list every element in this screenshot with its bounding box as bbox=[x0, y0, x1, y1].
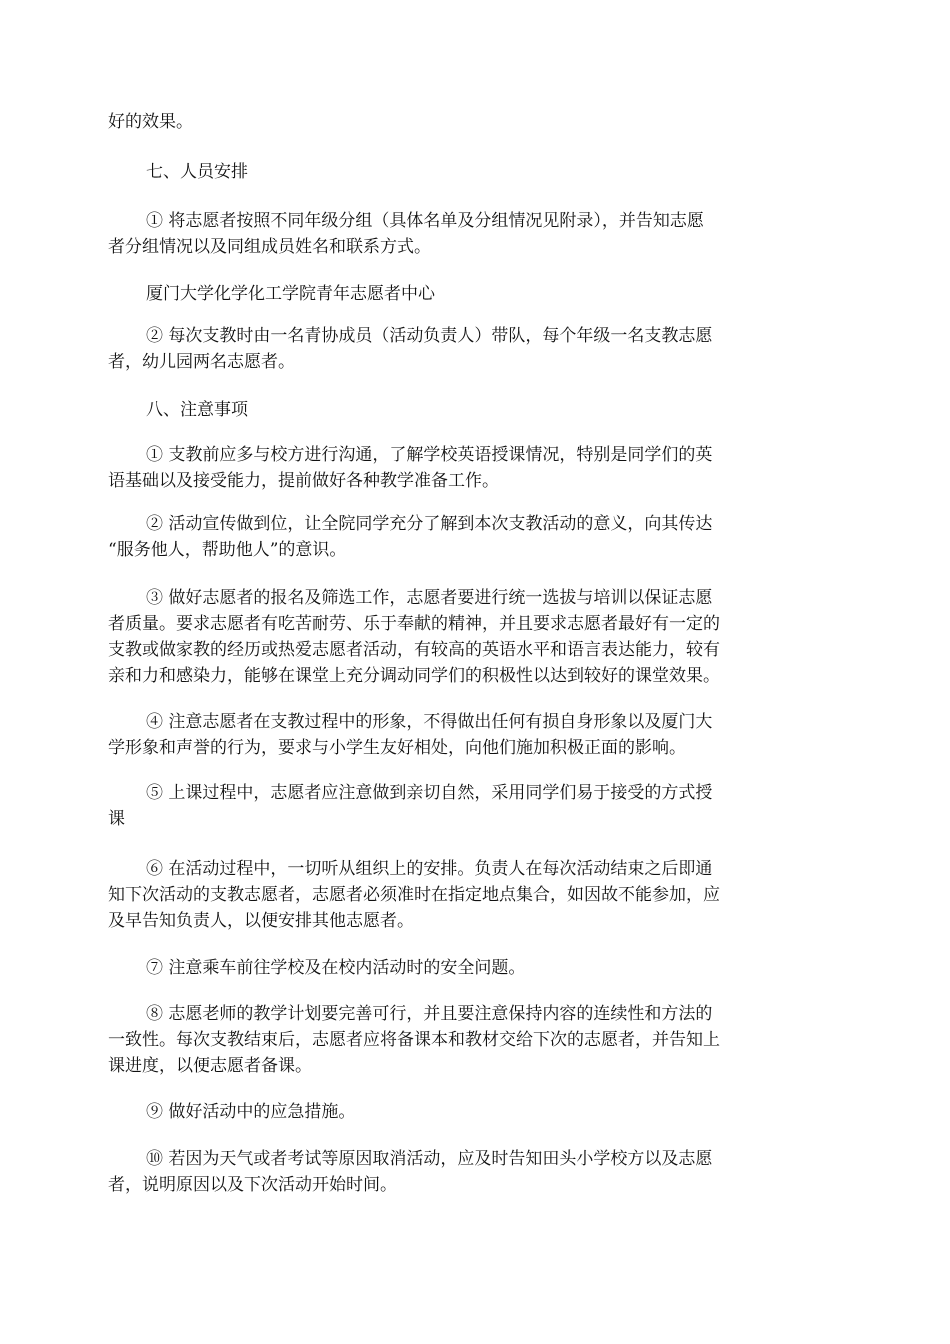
text-line: ③ 做好志愿者的报名及筛选工作，志愿者要进行统一选拔与培训以保证志愿 bbox=[146, 588, 713, 608]
text-line: 学形象和声誉的行为，要求与小学生友好相处，向他们施加积极正面的影响。 bbox=[108, 738, 686, 758]
paragraph-note-3 bbox=[108, 585, 848, 689]
section-heading-personnel bbox=[108, 159, 886, 185]
text-line: ⑩ 若因为天气或者考试等原因取消活动，应及时告知田头小学校方以及志愿 bbox=[146, 1149, 713, 1169]
paragraph-note-2 bbox=[108, 511, 848, 563]
text-line: 者，幼儿园两名志愿者。 bbox=[108, 352, 295, 372]
text-line: ① 将志愿者按照不同年级分组（具体名单及分组情况见附录），并告知志愿 bbox=[146, 211, 704, 231]
text-line: ⑧ 志愿老师的教学计划要完善可行，并且要注意保持内容的连续性和方法的 bbox=[146, 1004, 713, 1024]
paragraph-continuation bbox=[108, 109, 848, 135]
paragraph-item-2 bbox=[108, 323, 848, 375]
heading-text: 八、注意事项 bbox=[146, 400, 248, 420]
text-line: ① 支教前应多与校方进行沟通，了解学校英语授课情况，特别是同学们的英 bbox=[146, 445, 713, 465]
paragraph-note-4 bbox=[108, 709, 848, 761]
text-line: 及早告知负责人，以便安排其他志愿者。 bbox=[108, 911, 414, 931]
text-line: 课进度，以便志愿者备课。 bbox=[108, 1056, 312, 1076]
text-line: ⑥ 在活动过程中，一切听从组织上的安排。负责人在每次活动结束之后即通 bbox=[146, 859, 713, 879]
text-line: 语基础以及接受能力，提前做好各种教学准备工作。 bbox=[108, 471, 499, 491]
heading-text: 七、人员安排 bbox=[146, 162, 248, 182]
paragraph-note-10 bbox=[108, 1146, 848, 1198]
section-heading-notes bbox=[108, 397, 886, 423]
text-line: 者分组情况以及同组成员姓名和联系方式。 bbox=[108, 237, 431, 257]
text-line: ⑦ 注意乘车前往学校及在校内活动时的安全问题。 bbox=[146, 958, 526, 978]
text-line: 知下次活动的支教志愿者，志愿者必须准时在指定地点集合，如因故不能参加，应 bbox=[108, 885, 720, 905]
text-line: 者，说明原因以及下次活动开始时间。 bbox=[108, 1175, 397, 1195]
paragraph-note-9 bbox=[108, 1099, 848, 1125]
paragraph-org-name bbox=[108, 281, 886, 307]
paragraph-note-6 bbox=[108, 856, 848, 934]
text-line: 课 bbox=[108, 809, 125, 829]
text-line: 好的效果。 bbox=[108, 112, 193, 132]
text-line: ⑨ 做好活动中的应急措施。 bbox=[146, 1102, 356, 1122]
text-line: 一致性。每次支教结束后，志愿者应将备课本和教材交给下次的志愿者，并告知上 bbox=[108, 1030, 720, 1050]
text-line: 厦门大学化学化工学院青年志愿者中心 bbox=[146, 284, 435, 304]
text-line: ② 活动宣传做到位，让全院同学充分了解到本次支教活动的意义，向其传达 bbox=[146, 514, 713, 534]
text-line: 亲和力和感染力，能够在课堂上充分调动同学们的积极性以达到较好的课堂效果。 bbox=[108, 666, 720, 686]
paragraph-note-1 bbox=[108, 442, 848, 494]
text-line: “服务他人，帮助他人”的意识。 bbox=[108, 540, 347, 560]
text-line: ④ 注意志愿者在支教过程中的形象，不得做出任何有损自身形象以及厦门大 bbox=[146, 712, 713, 732]
text-line: ② 每次支教时由一名青协成员（活动负责人）带队，每个年级一名支教志愿 bbox=[146, 326, 713, 346]
paragraph-note-7 bbox=[108, 955, 848, 981]
text-line: ⑤ 上课过程中，志愿者应注意做到亲切自然，采用同学们易于接受的方式授 bbox=[146, 783, 713, 803]
paragraph-note-5 bbox=[108, 780, 848, 832]
text-line: 支教或做家教的经历或热爱志愿者活动，有较高的英语水平和语言表达能力，较有 bbox=[108, 640, 720, 660]
text-line: 者质量。要求志愿者有吃苦耐劳、乐于奉献的精神，并且要求志愿者最好有一定的 bbox=[108, 614, 720, 634]
paragraph-note-8 bbox=[108, 1001, 848, 1079]
paragraph-item-1 bbox=[108, 208, 848, 260]
